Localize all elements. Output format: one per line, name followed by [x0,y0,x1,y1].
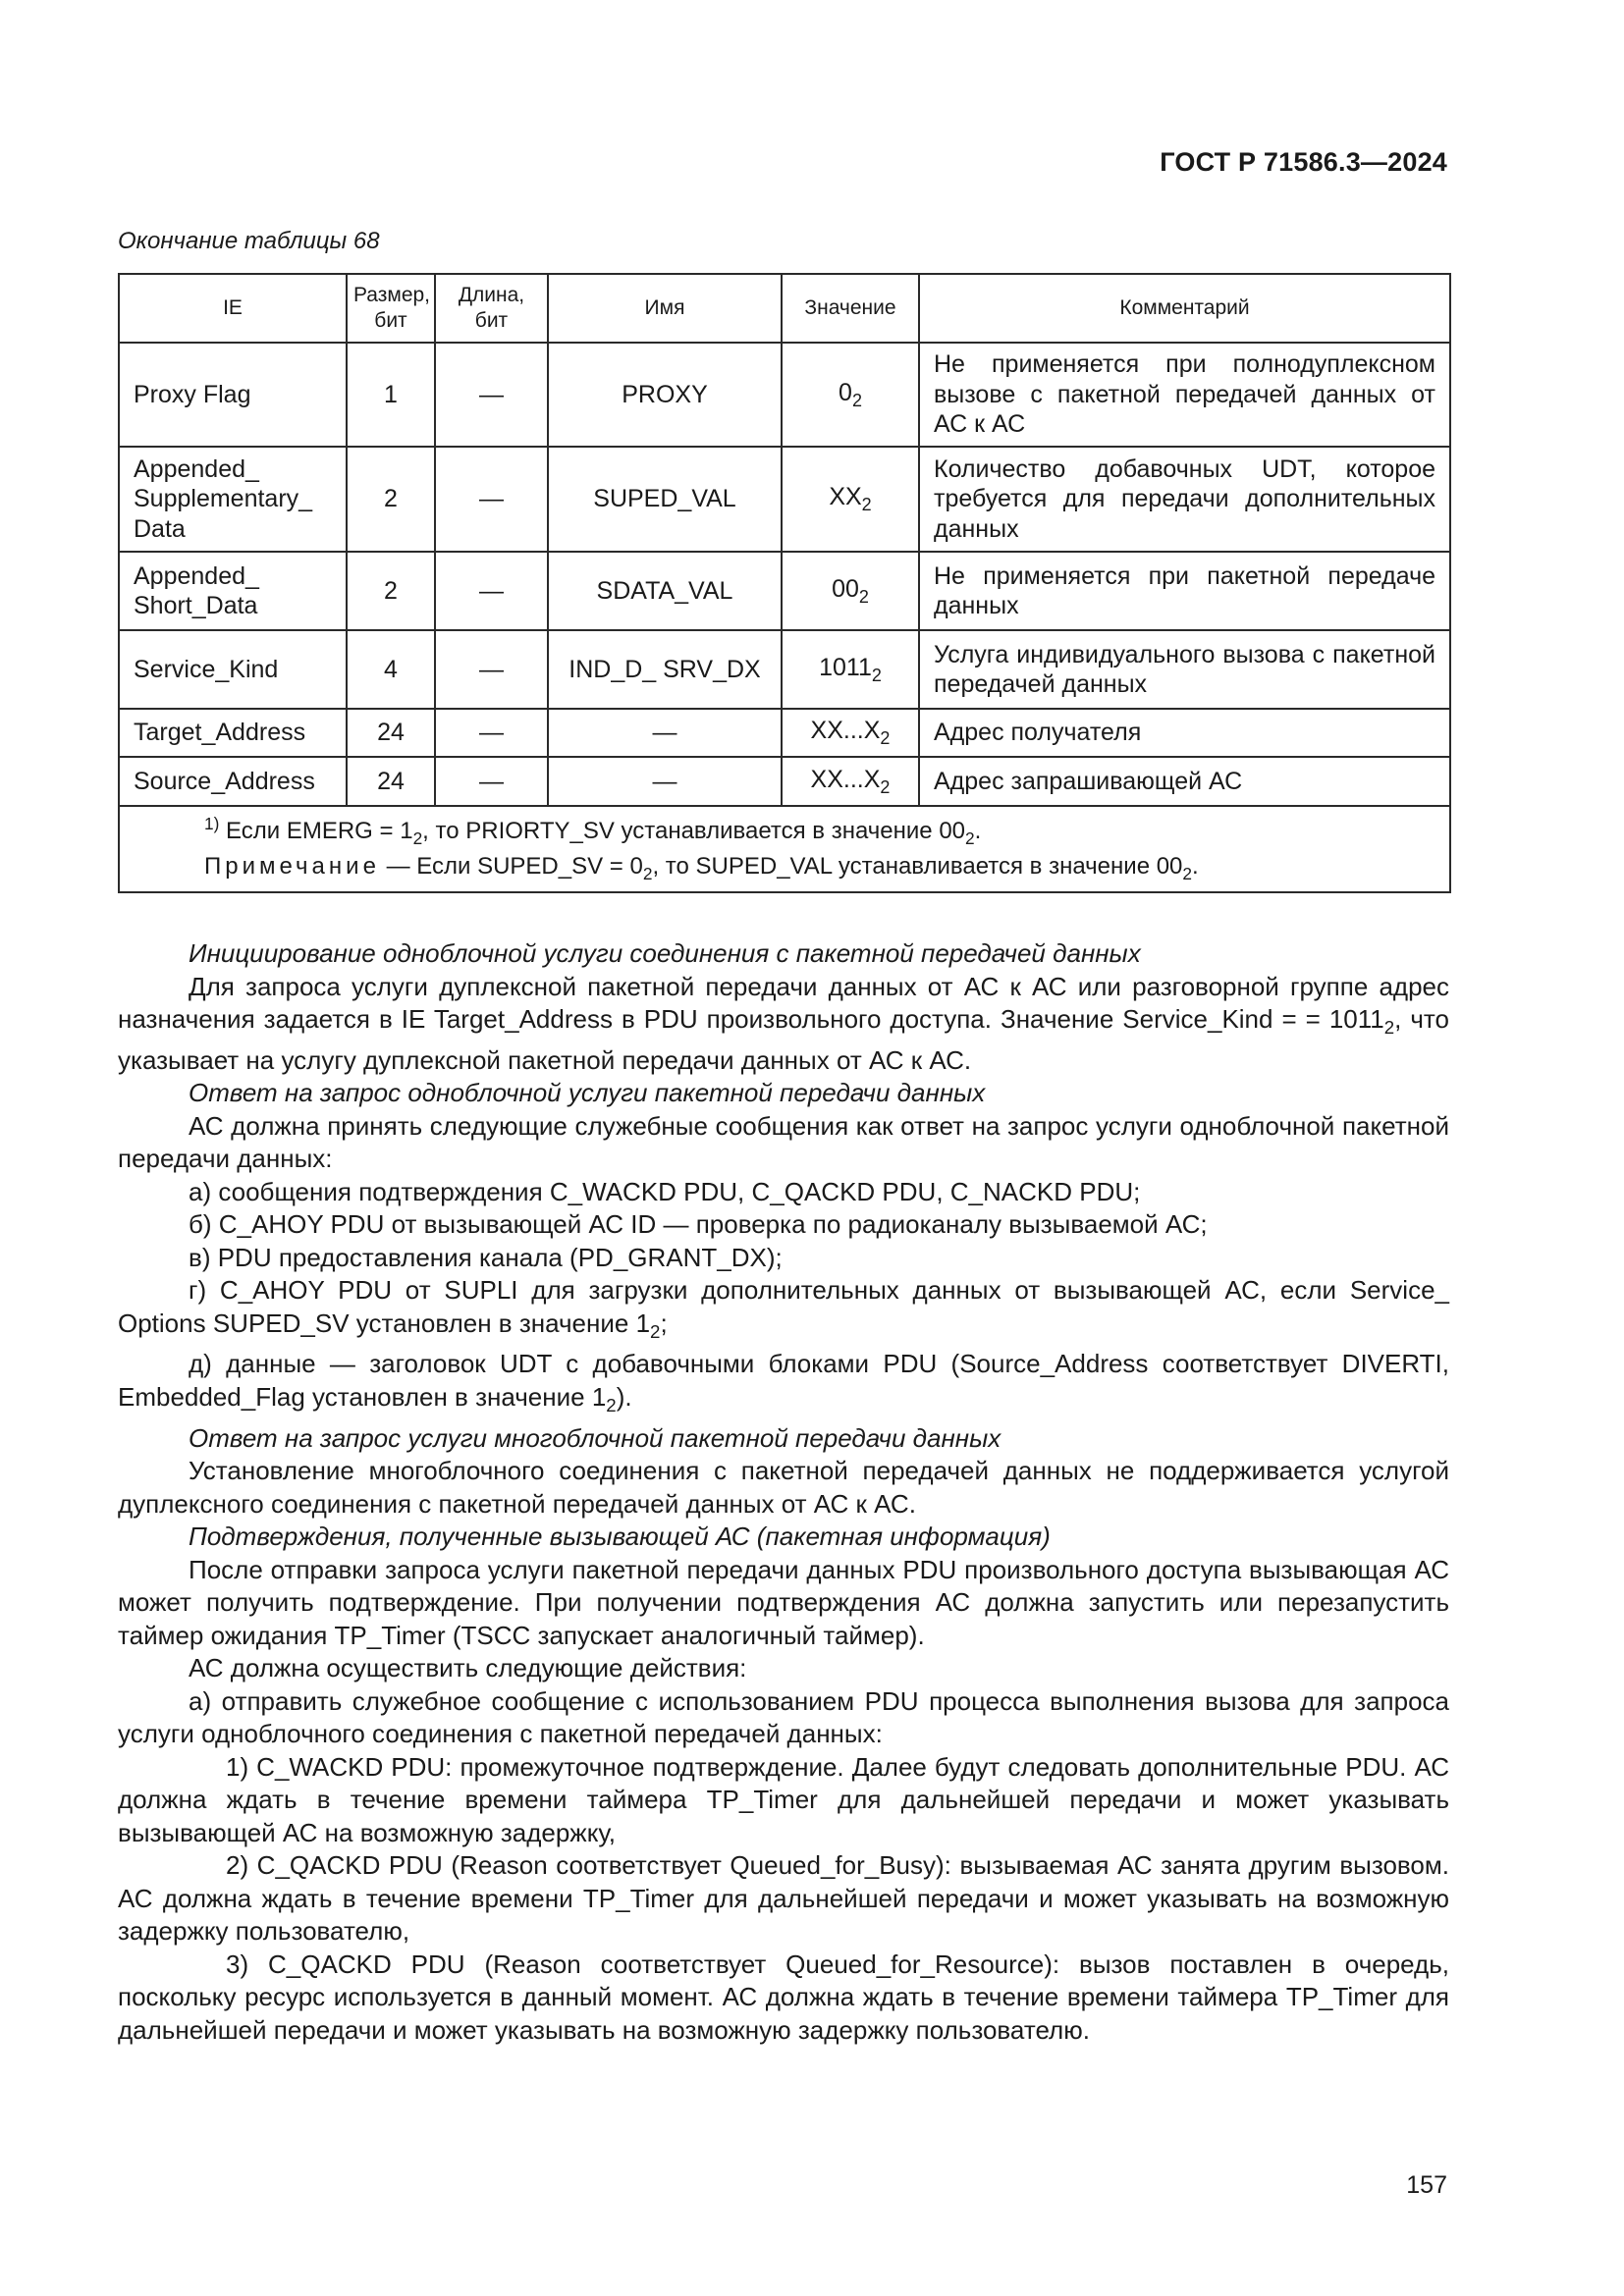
table-row [119,447,1450,552]
list-item: г) C_AHOY PDU от SUPLI для загрузки дополнительных данных от вызывающей АС, если Service_ Options SUPED_SV установлен в значение $1_2$; [118,1275,1449,1342]
list-item: д) данные — заголовок UDT с добавочными блоками PDU (Source_Address соответствует DIVERTI, Embedded_Flag установлен в значение $1_2$). [118,1349,1449,1416]
cell-comment: Не применяется при пакетной передаче данных [919,552,1450,630]
cell-name: PROXY [548,343,782,447]
cell-length: — [435,343,548,447]
cell-ie: Appended_ Short_Data [119,552,347,630]
cell-ie: Proxy Flag [119,343,347,447]
body-text [118,937,1449,2047]
cell-comment: Адрес запрашивающей АС [919,757,1450,806]
cell-comment: Количество добавочных UDT, которое требуется для передачи дополнительных данных [919,447,1450,552]
table-footnote-row [119,806,1450,892]
table-row [119,630,1450,709]
cell-ie: Source_Address [119,757,347,806]
col-header-value: Значение [782,274,919,343]
paragraph: После отправки запроса услуги пакетной передачи данных PDU произвольного доступа вызывающая АС может получить подтверждение. При получении подтверждения АС должна запустить или перезапустить таймер ожидания TP_Timer (TSCC запускает аналогичный таймер). [118,1554,1449,1650]
table-row [119,709,1450,757]
cell-size: 1 [347,343,435,447]
numbered-item: 1) C_WACKD PDU: промежуточное подтверждение. Далее будут следовать дополнительные PDU. АС должна ждать в течение времени таймера TP_Timer для дальнейшей передачи и может указывать вызывающей АС на возможную задержку, [118,1751,1449,1847]
cell-name: SDATA_VAL [548,552,782,630]
list-item: в) PDU предоставления канала (PD_GRANT_DX); [189,1242,783,1272]
cell-length: — [435,552,548,630]
table-header-row [119,274,1450,343]
paragraph: Для запроса услуги дуплексной пакетной передачи данных от АС к АС или разговорной группе адрес назначения задается в IE Target_Address в PDU произвольного доступа. Значение Service_Kind = = $1011_2$, что указывает на услугу дуплексной пакетной передачи данных от АС к АС. [118,971,1449,1075]
paragraph: АС должна принять следующие служебные сообщения как ответ на запрос услуги одноблочной пакетной передачи данных: [118,1110,1449,1174]
cell-length: — [435,447,548,552]
cell-name: — [548,757,782,806]
col-header-comment: Комментарий [919,274,1450,343]
list-item: б) C_AHOY PDU от вызывающей АС ID — проверка по радиоканалу вызываемой АС; [189,1209,1208,1240]
table-row [119,552,1450,630]
paragraph: Установление многоблочного соединения с пакетной передачей данных не поддерживается услугой дуплексного соединения с пакетной передачей данных от АС к АС. [118,1456,1449,1519]
table-caption: Окончание таблицы 68 [118,228,380,254]
cell-value: $XX_2$ [782,447,919,552]
cell-length: — [435,630,548,709]
cell-value: $1011_2$ [782,630,919,709]
cell-name: SUPED_VAL [548,447,782,552]
cell-ie: Target_Address [119,709,347,757]
cell-size: 4 [347,630,435,709]
col-header-length: Длина, бит [435,274,548,343]
cell-size: 24 [347,757,435,806]
cell-value: $00_2$ [782,552,919,630]
cell-name: IND_D_ SRV_DX [548,630,782,709]
cell-length: — [435,709,548,757]
cell-ie: Service_Kind [119,630,347,709]
cell-ie: Appended_ Supplementary_ Data [119,447,347,552]
numbered-item: 2) C_QACKD PDU (Reason соответствует Queued_for_Busy): вызываемая АС занята другим вызовом. АС должна ждать в течение времени TP_Timer для дальнейшей передачи и может указывать на возможную задержку пользователю, [118,1850,1449,1947]
col-header-name: Имя [548,274,782,343]
cell-size: 24 [347,709,435,757]
page-number: 157 [1406,2171,1447,2199]
cell-size: 2 [347,447,435,552]
cell-size: 2 [347,552,435,630]
paragraph: АС должна осуществить следующие действия: [189,1653,747,1683]
col-header-size: Размер, бит [347,274,435,343]
document-standard-header: ГОСТ Р 71586.3—2024 [1160,147,1447,177]
numbered-item: 3) C_QACKD PDU (Reason соответствует Queued_for_Resource): вызов поставлен в очередь, поскольку ресурс используется в данный момент. АС должна ждать в течение времени таймера TP_Timer для дальнейшей передачи и может указывать на возможную задержку пользователю. [118,1949,1449,2045]
cell-comment: Адрес получателя [919,709,1450,757]
ie-table [118,273,1451,893]
table-note: Примечание — Если SUPED_SV = $0_2$, то SUPED_VAL устанавливается в значение $00_2$. [204,853,1199,883]
cell-length: — [435,757,548,806]
table-footnote-cell [119,806,1450,892]
list-item: а) сообщения подтверждения C_WACKD PDU, C_QACKD PDU, C_NACKD PDU; [189,1176,1141,1206]
table-row [119,757,1450,806]
section-heading: Ответ на запрос одноблочной услуги пакетной передачи данных [189,1078,986,1108]
section-heading: Ответ на запрос услуги многоблочной пакетной передачи данных [189,1422,1001,1453]
cell-comment: Не применяется при полнодуплексном вызове с пакетной передачей данных от АС к АС [919,343,1450,447]
cell-comment: Услуга индивидуального вызова с пакетной передачей данных [919,630,1450,709]
footnote: $^{1)}$ Если EMERG = $1_2$, то PRIORTY_SV устанавливается в значение $00_2$. [204,814,982,848]
cell-name: — [548,709,782,757]
col-header-ie: IE [119,274,347,343]
cell-value: $XX...X_2$ [782,709,919,757]
section-heading: Подтверждения, полученные вызывающей АС (пакетная информация) [189,1522,1051,1552]
cell-value: $0_2$ [782,343,919,447]
list-item: а) отправить служебное сообщение с использованием PDU процесса выполнения вызова для запроса услуги одноблочного соединения с пакетной передачей данных: [118,1685,1449,1749]
section-heading: Инициирование одноблочной услуги соединения с пакетной передачей данных [189,938,1141,968]
table-row [119,343,1450,447]
cell-value: $XX...X_2$ [782,757,919,806]
